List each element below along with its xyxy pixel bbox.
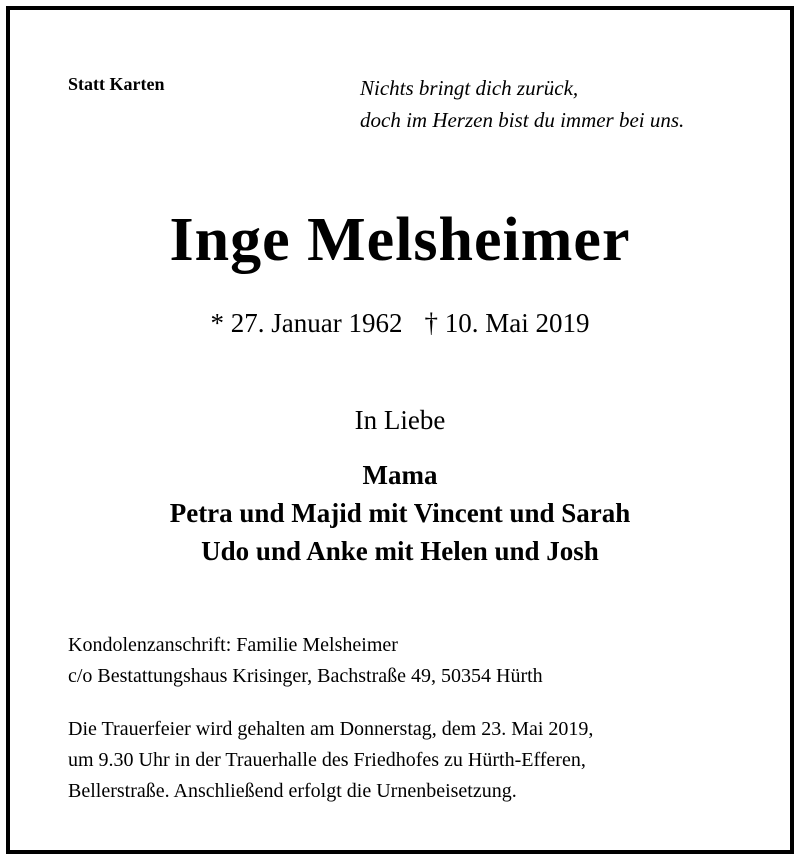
birth-date: * 27. Januar 1962 [210, 308, 403, 338]
condolence-line: Kondolenzanschrift: Familie Melsheimer [68, 634, 398, 656]
ceremony-line: Bellerstraße. Anschließend erfolgt die Urnenbeisetzung. [68, 780, 517, 802]
deceased-name: Inge Melsheimer [169, 206, 631, 274]
memorial-quote [360, 72, 684, 136]
ceremony-line: Die Trauerfeier wird gehalten am Donnerstag, dem 23. Mai 2019, [68, 718, 594, 740]
in-liebe-label: In Liebe [354, 405, 446, 435]
quote-line: doch im Herzen bist du immer bei uns. [360, 108, 685, 132]
obituary-notice [6, 6, 794, 854]
ceremony-info [68, 714, 593, 807]
life-dates [10, 308, 790, 339]
condolence-address [68, 630, 543, 692]
mourner-line: Petra und Majid mit Vincent und Sarah [169, 498, 631, 528]
ceremony-line: um 9.30 Uhr in der Trauerhalle des Friedhofes zu Hürth-Efferen, [68, 749, 586, 771]
death-date: † 10. Mai 2019 [424, 308, 590, 338]
quote-line: Nichts bringt dich zurück, [360, 76, 579, 100]
mourner-line: Udo und Anke mit Helen und Josh [201, 536, 599, 566]
statt-karten-label: Statt Karten [68, 74, 165, 94]
mourner-line: Mama [362, 460, 438, 490]
condolence-line: c/o Bestattungshaus Krisinger, Bachstraße 49, 50354 Hürth [68, 665, 543, 687]
mourners-list [10, 456, 790, 570]
